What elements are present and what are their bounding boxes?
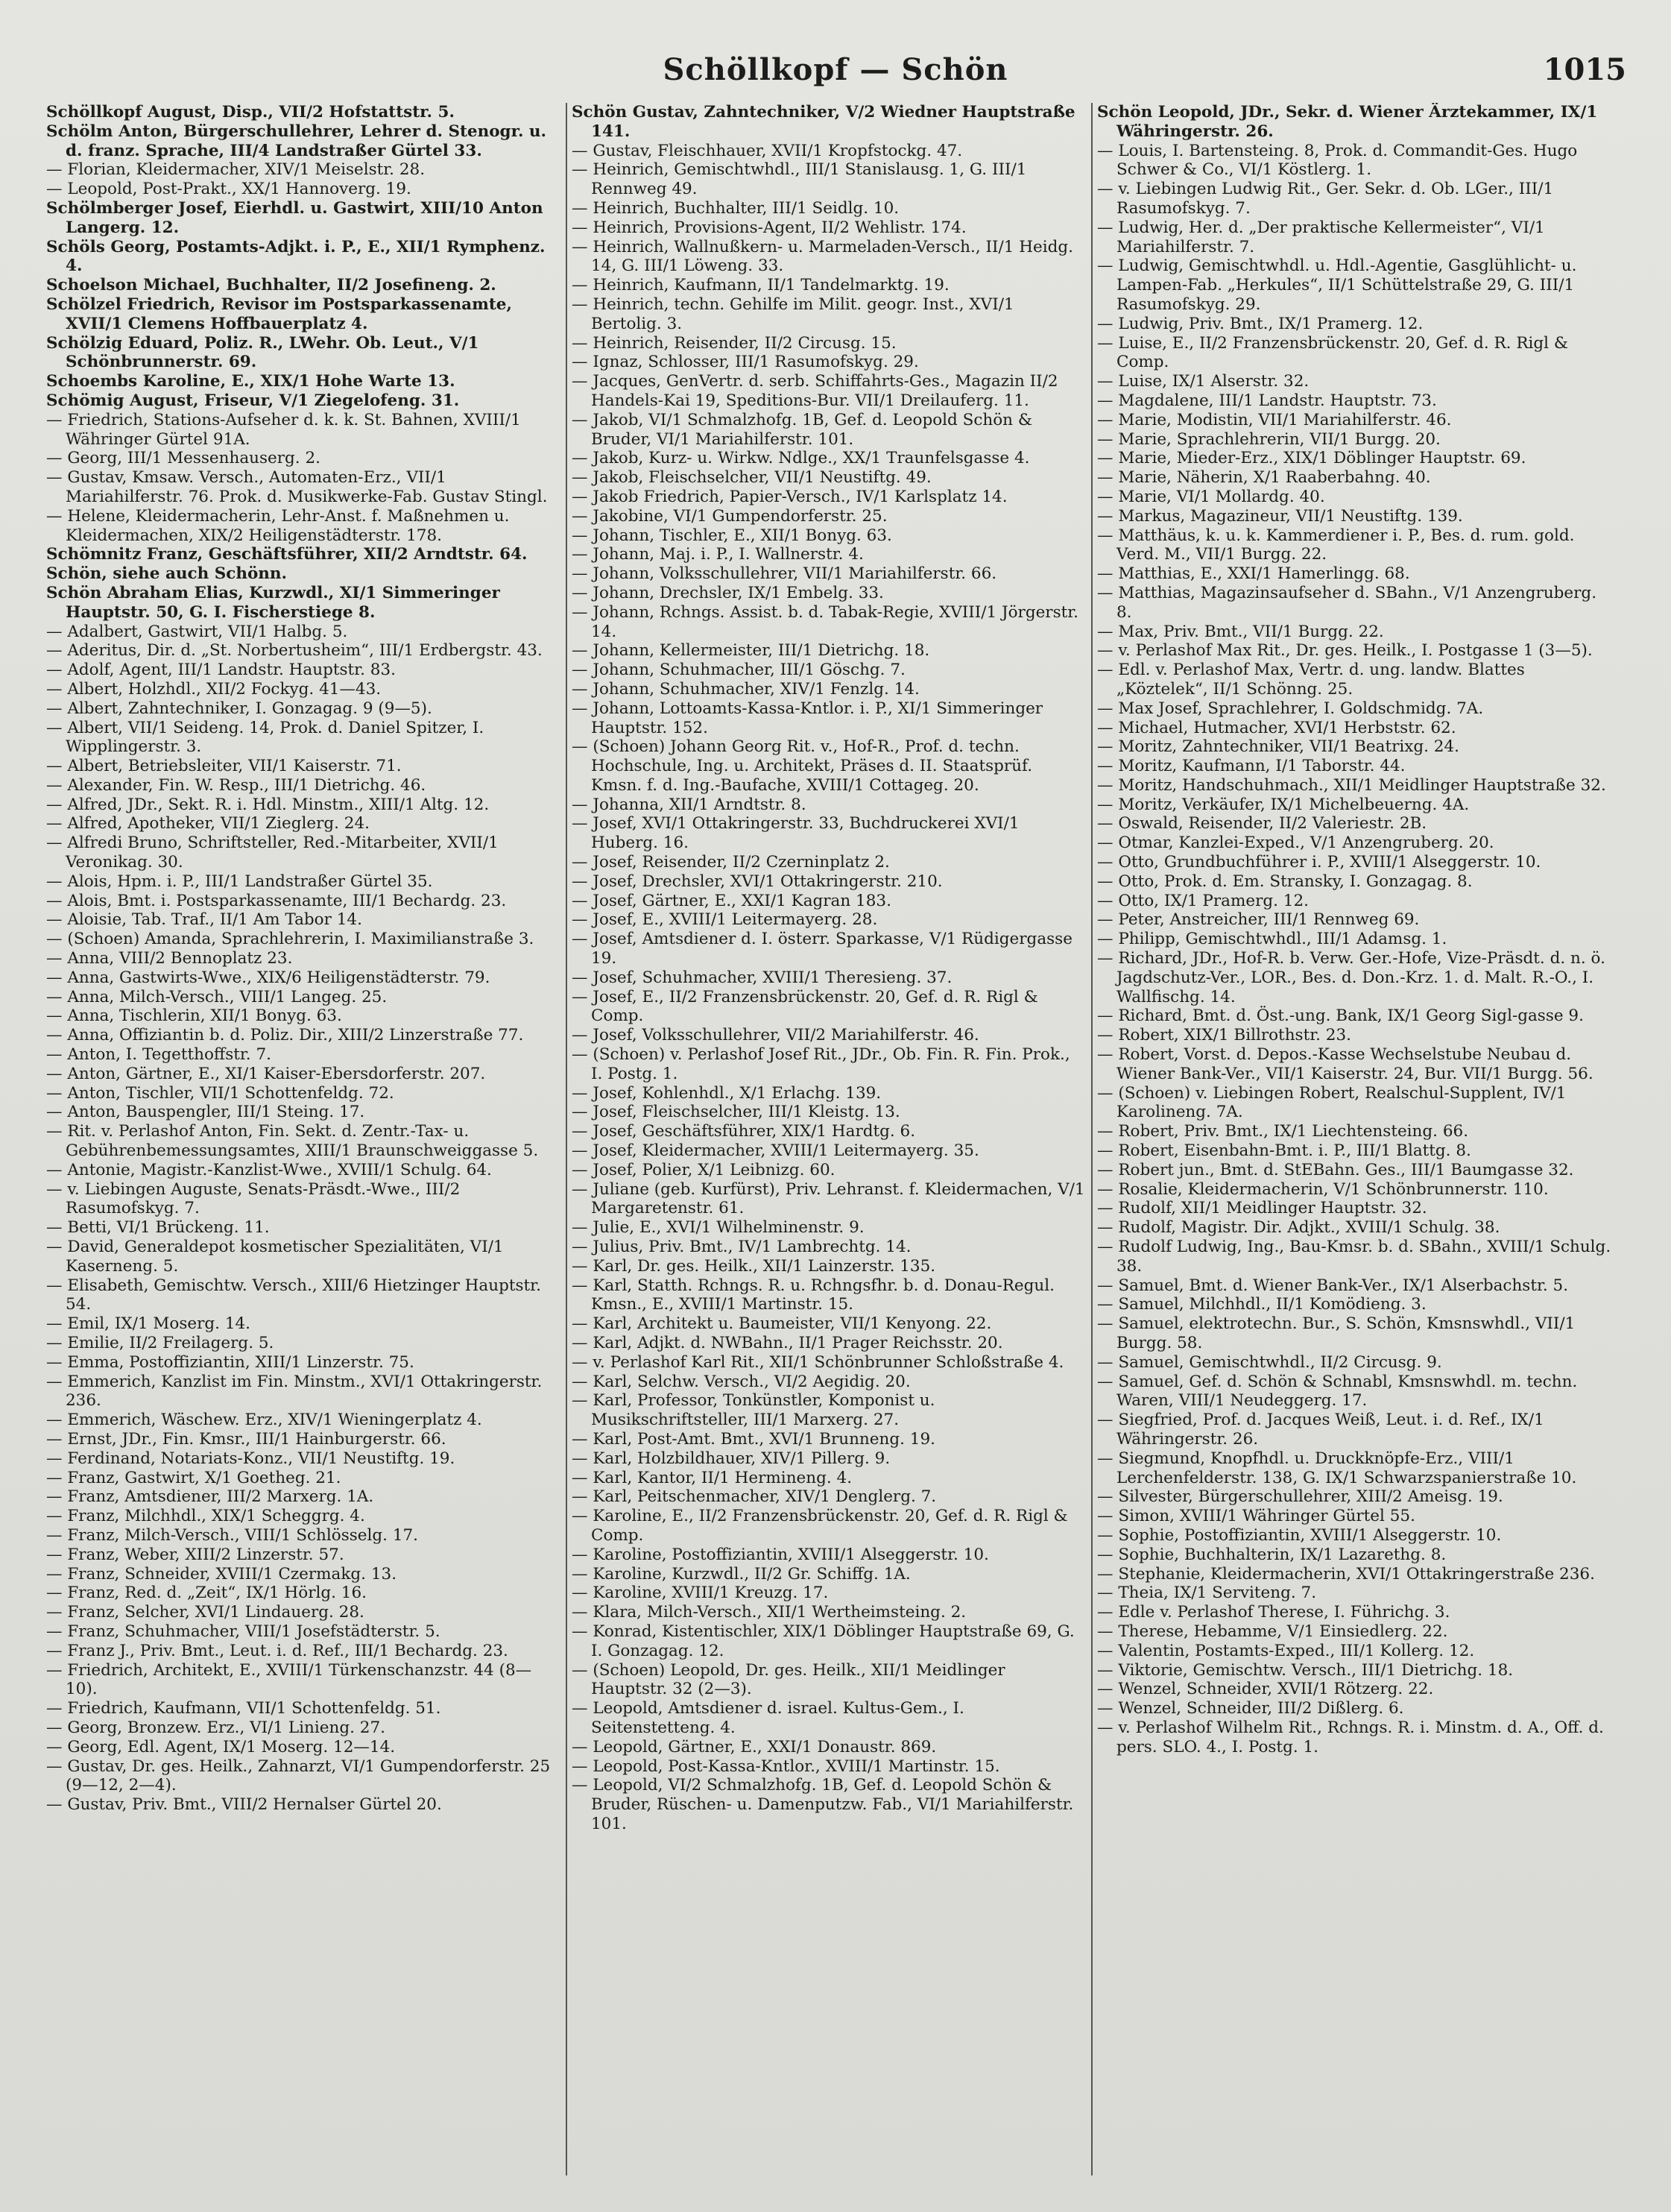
directory-entry: — Ignaz, Schlosser, III/1 Rasumofskyg. 29. bbox=[572, 353, 919, 372]
directory-entry: — Edl. v. Perlashof Max, Vertr. d. ung. landw. Blattes „Köztelek“, II/1 Schönng. 25. bbox=[1097, 661, 1525, 699]
directory-entry: — Heinrich, Provisions-Agent, II/2 Wehlistr. 174. bbox=[572, 218, 967, 237]
directory-entry: — Franz, Gastwirt, X/1 Goetheg. 21. bbox=[46, 1468, 341, 1487]
directory-entry: — Siegfried, Prof. d. Jacques Weiß, Leut. i. d. Ref., IX/1 Währingerstr. 26. bbox=[1097, 1411, 1544, 1449]
directory-entry: — Moritz, Zahntechniker, VII/1 Beatrixg. 24. bbox=[1097, 737, 1459, 757]
directory-entry: Schölm Anton, Bürgerschullehrer, Lehrer d. Stenogr. u. d. franz. Sprache, III/4 Landstraßer Gürtel 33. bbox=[46, 122, 547, 160]
directory-entry: — Heinrich, Reisender, II/2 Circusg. 15. bbox=[572, 333, 897, 353]
directory-entry: — Helene, Kleidermacherin, Lehr-Anst. f. Maßnehmen u. Kleidermachen, XIX/2 Heiligenstädterstr. 178. bbox=[46, 506, 510, 545]
directory-entry: — Aderitus, Dir. d. „St. Norbertusheim“, III/1 Erdbergstr. 43. bbox=[46, 641, 543, 661]
directory-entry: — Luise, IX/1 Alserstr. 32. bbox=[1097, 372, 1310, 391]
directory-entry: — Samuel, Gef. d. Schön & Schnabl, Kmsnswhdl. m. techn. Waren, VIII/1 Neudeggerg. 17. bbox=[1097, 1372, 1578, 1411]
directory-entry: — Anna, VIII/2 Bennoplatz 23. bbox=[46, 949, 293, 968]
directory-entry: — Sophie, Postoffiziantin, XVIII/1 Alseggerstr. 10. bbox=[1097, 1525, 1502, 1545]
directory-entry: — Robert, Priv. Bmt., IX/1 Liechtensteing. 66. bbox=[1097, 1122, 1469, 1141]
directory-entry: — Josef, Polier, X/1 Leibnizg. 60. bbox=[572, 1160, 836, 1179]
column-1 bbox=[46, 103, 560, 2183]
directory-entry: — Leopold, Amtsdiener d. israel. Kultus-Gem., I. Seitenstetteng. 4. bbox=[572, 1699, 964, 1737]
directory-entry: — Alfred, Apotheker, VII/1 Zieglerg. 24. bbox=[46, 814, 370, 834]
directory-entry: — Marie, VI/1 Mollardg. 40. bbox=[1097, 487, 1325, 506]
directory-entry: — Jacques, GenVertr. d. serb. Schiffahrts-Ges., Magazin II/2 Handels-Kai 19, Speditions-Bur. VII/1 Dreilauferg. 11. bbox=[572, 372, 1058, 410]
directory-entry: — Julie, E., XVI/1 Wilhelminenstr. 9. bbox=[572, 1218, 865, 1238]
directory-entry: — Richard, JDr., Hof-R. b. Verw. Ger.-Hofe, Vize-Präsdt. d. n. ö. Jagdschutz-Ver., LOR., Bes. d. Don.-Krz. 1. d. Malt. R.-O., I. Wallfischg. 14. bbox=[1097, 949, 1605, 1006]
directory-entry: — Oswald, Reisender, II/2 Valeriestr. 2B. bbox=[1097, 814, 1427, 834]
directory-entry: — (Schoen) Leopold, Dr. ges. Heilk., XII/1 Meidlinger Hauptstr. 32 (2—3). bbox=[572, 1660, 1005, 1699]
directory-entry: — Gustav, Fleischhauer, XVII/1 Kropfstockg. 47. bbox=[572, 141, 963, 160]
directory-entry: — Otto, Grundbuchführer i. P., XVIII/1 Alseggerstr. 10. bbox=[1097, 853, 1541, 872]
directory-entry: — Antonie, Magistr.-Kanzlist-Wwe., XVIII/1 Schulg. 64. bbox=[46, 1160, 492, 1179]
directory-entry: — Emil, IX/1 Moserg. 14. bbox=[46, 1314, 251, 1334]
directory-entry: — Jakob, Kurz- u. Wirkw. Ndlge., XX/1 Traunfelsgasse 4. bbox=[572, 449, 1030, 468]
directory-entry: — Alfredi Bruno, Schriftsteller, Red.-Mitarbeiter, XVII/1 Veronikag. 30. bbox=[46, 834, 499, 872]
directory-entry: — Magdalene, III/1 Landstr. Hauptstr. 73. bbox=[1097, 391, 1437, 410]
directory-entry: — Josef, Fleischselcher, III/1 Kleistg. 13. bbox=[572, 1103, 900, 1122]
directory-entry: — Alois, Bmt. i. Postsparkassenamte, III/1 Bechardg. 23. bbox=[46, 891, 507, 910]
directory-entry: — Matthias, Magazinsaufseher d. SBahn., V/1 Anzengruberg. 8. bbox=[1097, 583, 1597, 622]
directory-entry: — Albert, Betriebsleiter, VII/1 Kaiserstr. 71. bbox=[46, 757, 402, 776]
column-3 bbox=[1097, 103, 1611, 2183]
directory-entry: — Friedrich, Architekt, E., XVIII/1 Türkenschanzstr. 44 (8—10). bbox=[46, 1660, 532, 1699]
directory-entry: — Rudolf, XII/1 Meidlinger Hauptstr. 32. bbox=[1097, 1199, 1427, 1218]
directory-entry: — Therese, Hebamme, V/1 Einsiedlerg. 22. bbox=[1097, 1622, 1448, 1641]
directory-entry: — Heinrich, Wallnußkern- u. Marmeladen-Versch., II/1 Heidg. 14, G. III/1 Löweng. 33. bbox=[572, 237, 1073, 276]
directory-entry: — Heinrich, Gemischtwhdl., III/1 Stanislausg. 1, G. III/1 Rennweg 49. bbox=[572, 160, 1027, 199]
directory-entry: — Johann, Schuhmacher, III/1 Göschg. 7. bbox=[572, 661, 906, 680]
directory-entry: — Johann, Maj. i. P., I. Wallnerstr. 4. bbox=[572, 545, 864, 564]
directory-entry: — Jakob, VI/1 Schmalzhofg. 1B, Gef. d. Leopold Schön & Bruder, VI/1 Mariahilferstr. 101. bbox=[572, 410, 1032, 449]
directory-entry: — Louis, I. Bartensteing. 8, Prok. d. Commandit-Ges. Hugo Schwer & Co., VI/1 Köstlerg. 1. bbox=[1097, 141, 1578, 180]
directory-entry: — Johanna, XII/1 Arndtstr. 8. bbox=[572, 795, 806, 814]
directory-entry: — Albert, Holzhdl., XII/2 Fockyg. 41—43. bbox=[46, 679, 382, 699]
directory-entry: Schön, siehe auch Schönn. bbox=[46, 564, 288, 584]
directory-entry: — Samuel, elektrotechn. Bur., S. Schön, Kmsnswhdl., VII/1 Burgg. 58. bbox=[1097, 1314, 1576, 1352]
directory-entry: — Samuel, Milchhdl., II/1 Komödieng. 3. bbox=[1097, 1295, 1427, 1314]
directory-entry: — Karl, Kantor, II/1 Hermineng. 4. bbox=[572, 1468, 853, 1487]
directory-entry: — Franz, Amtsdiener, III/2 Marxerg. 1A. bbox=[46, 1487, 374, 1507]
directory-entry: — Moritz, Verkäufer, IX/1 Michelbeuerng. 4A. bbox=[1097, 795, 1470, 814]
directory-entry: — Franz, Milch-Versch., VIII/1 Schlösselg. 17. bbox=[46, 1525, 419, 1545]
directory-entry: — Robert jun., Bmt. d. StEBahn. Ges., III/1 Baumgasse 32. bbox=[1097, 1160, 1574, 1179]
directory-entry: — v. Perlashof Max Rit., Dr. ges. Heilk., I. Postgasse 1 (3—5). bbox=[1097, 641, 1593, 661]
directory-entry: — v. Perlashof Wilhelm Rit., Rchngs. R. i. Minstm. d. A., Off. d. pers. SLO. 4., I. Postg. 1. bbox=[1097, 1718, 1604, 1756]
directory-entry: — Stephanie, Kleidermacherin, XVI/1 Ottakringerstraße 236. bbox=[1097, 1564, 1595, 1584]
directory-entry: — Robert, XIX/1 Billrothstr. 23. bbox=[1097, 1026, 1351, 1045]
directory-entry: — Georg, Edl. Agent, IX/1 Moserg. 12—14. bbox=[46, 1737, 396, 1756]
directory-entry: Schoelson Michael, Buchhalter, II/2 Josefineng. 2. bbox=[46, 276, 496, 295]
directory-entry: — Wenzel, Schneider, XVII/1 Rötzerg. 22. bbox=[1097, 1680, 1434, 1699]
directory-entry: — Elisabeth, Gemischtw. Versch., XIII/6 Hietzinger Hauptstr. 54. bbox=[46, 1276, 541, 1314]
directory-entry: — Siegmund, Knopfhdl. u. Druckknöpfe-Erz., VIII/1 Lerchenfelderstr. 138, G. IX/1 Schwarzspanierstraße 10. bbox=[1097, 1449, 1577, 1487]
directory-entry: — Jakob Friedrich, Papier-Versch., IV/1 Karlsplatz 14. bbox=[572, 487, 1008, 506]
directory-entry: — Max Josef, Sprachlehrer, I. Goldschmidg. 7A. bbox=[1097, 699, 1484, 718]
directory-entry: — Philipp, Gemischtwhdl., III/1 Adamsg. 1. bbox=[1097, 930, 1447, 949]
directory-entry: — Anton, I. Tegetthoffstr. 7. bbox=[46, 1045, 271, 1065]
directory-entry: — Friedrich, Stations-Aufseher d. k. k. St. Bahnen, XVIII/1 Währinger Gürtel 91A. bbox=[46, 410, 521, 449]
directory-entry: — Juliane (geb. Kurfürst), Priv. Lehranst. f. Kleidermachen, V/1 Margaretenstr. 61. bbox=[572, 1179, 1085, 1218]
directory-entry: Schoembs Karoline, E., XIX/1 Hohe Warte 13. bbox=[46, 372, 455, 391]
directory-entry: — Max, Priv. Bmt., VII/1 Burgg. 22. bbox=[1097, 622, 1384, 641]
directory-entry: — Josef, Amtsdiener d. I. österr. Sparkasse, V/1 Rüdigergasse 19. bbox=[572, 930, 1073, 968]
directory-entry: — Jakobine, VI/1 Gumpendorferstr. 25. bbox=[572, 506, 888, 526]
directory-entry: — Emmerich, Kanzlist im Fin. Minstm., XVI/1 Ottakringerstr. 236. bbox=[46, 1372, 543, 1411]
page-header bbox=[0, 52, 1671, 97]
directory-entry: — (Schoen) v. Perlashof Josef Rit., JDr., Ob. Fin. R. Fin. Prok., I. Postg. 1. bbox=[572, 1045, 1070, 1083]
directory-entry: — Sophie, Buchhalterin, IX/1 Lazarethg. 8. bbox=[1097, 1545, 1447, 1564]
directory-entry: — Valentin, Postamts-Exped., III/1 Kollerg. 12. bbox=[1097, 1641, 1475, 1660]
running-title: Schöllkopf — Schön bbox=[663, 52, 1008, 87]
directory-entry: — Luise, E., II/2 Franzensbrückenstr. 20, Gef. d. R. Rigl & Comp. bbox=[1097, 333, 1569, 372]
directory-entry: — Michael, Hutmacher, XVI/1 Herbststr. 62. bbox=[1097, 718, 1456, 737]
directory-entry: — Karl, Peitschenmacher, XIV/1 Denglerg. 7. bbox=[572, 1487, 937, 1507]
directory-entry: — Friedrich, Kaufmann, VII/1 Schottenfeldg. 51. bbox=[46, 1699, 441, 1718]
directory-entry: — Rosalie, Kleidermacherin, V/1 Schönbrunnerstr. 110. bbox=[1097, 1179, 1549, 1199]
directory-entry: — Rudolf, Magistr. Dir. Adjkt., XVIII/1 Schulg. 38. bbox=[1097, 1218, 1500, 1238]
directory-entry: — v. Liebingen Ludwig Rit., Ger. Sekr. d. Ob. LGer., III/1 Rasumofskyg. 7. bbox=[1097, 180, 1554, 218]
directory-entry: — Leopold, Gärtner, E., XXI/1 Donaustr. 869. bbox=[572, 1737, 937, 1756]
directory-entry: Schölzel Friedrich, Revisor im Postsparkassenamte, XVII/1 Clemens Hoffbauerplatz 4. bbox=[46, 294, 512, 333]
directory-entry: — Richard, Bmt. d. Öst.-ung. Bank, IX/1 Georg Sigl-gasse 9. bbox=[1097, 1006, 1584, 1026]
directory-entry: — Georg, III/1 Messenhauserg. 2. bbox=[46, 449, 320, 468]
directory-entry: — v. Liebingen Auguste, Senats-Präsdt.-Wwe., III/2 Rasumofskyg. 7. bbox=[46, 1179, 461, 1218]
directory-entry: — Johann, Kellermeister, III/1 Dietrichg. 18. bbox=[572, 641, 930, 661]
directory-entry: — Rit. v. Perlashof Anton, Fin. Sekt. d. Zentr.-Tax- u. Gebührenbemessungsamtes, XIII/1 Braunschweiggasse 5. bbox=[46, 1122, 539, 1161]
directory-entry: Schölzig Eduard, Poliz. R., LWehr. Ob. Leut., V/1 Schönbrunnerstr. 69. bbox=[46, 333, 479, 372]
directory-entry: — Josef, E., XVIII/1 Leitermayerg. 28. bbox=[572, 910, 878, 930]
directory-entry: — Karl, Selchw. Versch., VI/2 Aegidig. 20. bbox=[572, 1372, 911, 1391]
directory-entry: — v. Perlashof Karl Rit., XII/1 Schönbrunner Schloßstraße 4. bbox=[572, 1352, 1064, 1372]
directory-entry: — Robert, Vorst. d. Depos.-Kasse Wechselstube Neubau d. Wiener Bank-Ver., VII/1 Kaiserstr. 24, Bur. VII/1 Burgg. 56. bbox=[1097, 1045, 1593, 1083]
directory-entry: — Alois, Hpm. i. P., III/1 Landstraßer Gürtel 35. bbox=[46, 872, 433, 891]
directory-entry: — Leopold, Post-Prakt., XX/1 Hannoverg. 19. bbox=[46, 180, 411, 199]
directory-entry: — Franz, Red. d. „Zeit“, IX/1 Hörlg. 16. bbox=[46, 1584, 367, 1603]
directory-entry: — Heinrich, techn. Gehilfe im Milit. geogr. Inst., XVI/1 Bertolig. 3. bbox=[572, 294, 1014, 333]
directory-entry: — Ludwig, Gemischtwhdl. u. Hdl.-Agentie, Gasglühlicht- u. Lampen-Fab. „Herkules“, II/1 Schüttelstraße 29, G. III/1 Rasumofskyg. 29. bbox=[1097, 256, 1577, 314]
directory-entry: — Samuel, Bmt. d. Wiener Bank-Ver., IX/1 Alserbachstr. 5. bbox=[1097, 1276, 1569, 1295]
directory-entry: — Markus, Magazineur, VII/1 Neustiftg. 139. bbox=[1097, 506, 1463, 526]
directory-entry: — Marie, Sprachlehrerin, VII/1 Burgg. 20. bbox=[1097, 429, 1441, 449]
directory-entry: — Karl, Holzbildhauer, XIV/1 Pillerg. 9. bbox=[572, 1449, 891, 1468]
directory-entry: — Karoline, Postoffiziantin, XVIII/1 Alseggerstr. 10. bbox=[572, 1545, 989, 1564]
directory-entry: — Karoline, E., II/2 Franzensbrückenstr. 20, Gef. d. R. Rigl & Comp. bbox=[572, 1507, 1068, 1545]
directory-entry: — Robert, Eisenbahn-Bmt. i. P., III/1 Blattg. 8. bbox=[1097, 1141, 1471, 1161]
directory-entry: Schön Gustav, Zahntechniker, V/2 Wiedner Hauptstraße 141. bbox=[572, 103, 1075, 141]
directory-entry: — Karl, Professor, Tonkünstler, Komponist u. Musikschriftsteller, III/1 Marxerg. 27. bbox=[572, 1391, 935, 1430]
directory-entry: — Josef, E., II/2 Franzensbrückenstr. 20, Gef. d. R. Rigl & Comp. bbox=[572, 987, 1038, 1026]
directory-entry: Schöls Georg, Postamts-Adjkt. i. P., E., XII/1 Rymphenz. 4. bbox=[46, 237, 546, 276]
directory-entry: — Josef, Kleidermacher, XVIII/1 Leitermayerg. 35. bbox=[572, 1141, 979, 1161]
directory-entry: — Peter, Anstreicher, III/1 Rennweg 69. bbox=[1097, 910, 1420, 930]
directory-entry: — Gustav, Kmsaw. Versch., Automaten-Erz., VII/1 Mariahilferstr. 76. Prok. d. Musikwerke-Fab. Gustav Stingl. bbox=[46, 468, 548, 506]
directory-entry: — Josef, XVI/1 Ottakringerstr. 33, Buchdruckerei XVI/1 Huberg. 16. bbox=[572, 814, 1020, 853]
directory-entry: — Karl, Adjkt. d. NWBahn., II/1 Prager Reichsstr. 20. bbox=[572, 1334, 1003, 1352]
directory-entry: — Edle v. Perlashof Therese, I. Führichg. 3. bbox=[1097, 1603, 1450, 1622]
directory-entry: — Josef, Gärtner, E., XXI/1 Kagran 183. bbox=[572, 891, 891, 910]
directory-entry: — Florian, Kleidermacher, XIV/1 Meiselstr. 28. bbox=[46, 160, 426, 180]
directory-entry: — Johann, Schuhmacher, XIV/1 Fenzlg. 14. bbox=[572, 679, 920, 699]
directory-entry: — Klara, Milch-Versch., XII/1 Wertheimsteing. 2. bbox=[572, 1603, 967, 1622]
directory-entry: — Theia, IX/1 Serviteng. 7. bbox=[1097, 1584, 1317, 1603]
directory-entry: — Johann, Volksschullehrer, VII/1 Mariahilferstr. 66. bbox=[572, 564, 997, 584]
directory-entry: — Karl, Dr. ges. Heilk., XII/1 Lainzerstr. 135. bbox=[572, 1256, 936, 1276]
directory-entry: — Karl, Statth. Rchngs. R. u. Rchngsfhr. b. d. Donau-Regul. Kmsn., E., XVIII/1 Martinstr. 15. bbox=[572, 1276, 1055, 1314]
directory-entry: — Johann, Lottoamts-Kassa-Kntlor. i. P., XI/1 Simmeringer Hauptstr. 152. bbox=[572, 699, 1043, 737]
directory-entry: — David, Generaldepot kosmetischer Spezialitäten, VI/1 Kaserneng. 5. bbox=[46, 1238, 504, 1276]
directory-entry: — Josef, Kohlenhdl., X/1 Erlachg. 139. bbox=[572, 1083, 882, 1103]
directory-entry: — Albert, VII/1 Seideng. 14, Prok. d. Daniel Spitzer, I. Wipplingerstr. 3. bbox=[46, 718, 484, 757]
directory-entry: — Josef, Drechsler, XVI/1 Ottakringerstr. 210. bbox=[572, 872, 943, 891]
directory-entry: — Marie, Mieder-Erz., XIX/1 Döblinger Hauptstr. 69. bbox=[1097, 449, 1526, 468]
directory-entry: — Leopold, Post-Kassa-Kntlor., XVIII/1 Martinstr. 15. bbox=[572, 1756, 1000, 1776]
directory-entry: — Viktorie, Gemischtw. Versch., III/1 Dietrichg. 18. bbox=[1097, 1660, 1514, 1680]
directory-entry: — Franz, Schuhmacher, VIII/1 Josefstädterstr. 5. bbox=[46, 1622, 440, 1641]
directory-entry: — Otto, IX/1 Pramerg. 12. bbox=[1097, 891, 1309, 910]
directory-entry: — Josef, Geschäftsführer, XIX/1 Hardtg. 6. bbox=[572, 1122, 916, 1141]
directory-entry: — Karl, Post-Amt. Bmt., XVI/1 Brunneng. 19. bbox=[572, 1429, 935, 1449]
column-2 bbox=[572, 103, 1086, 2183]
column-divider bbox=[1091, 103, 1093, 2175]
directory-entry: — Anton, Gärtner, E., XI/1 Kaiser-Ebersdorferstr. 207. bbox=[46, 1064, 486, 1083]
directory-entry: — Marie, Näherin, X/1 Raaberbahng. 40. bbox=[1097, 468, 1431, 488]
directory-entry: — Gustav, Dr. ges. Heilk., Zahnarzt, VI/1 Gumpendorferstr. 25 (9—12, 2—4). bbox=[46, 1756, 551, 1795]
directory-entry: — Anton, Bauspengler, III/1 Steing. 17. bbox=[46, 1103, 365, 1122]
directory-entry: — Marie, Modistin, VII/1 Mariahilferstr. 46. bbox=[1097, 410, 1452, 429]
directory-entry: — Otmar, Kanzlei-Exped., V/1 Anzengruberg. 20. bbox=[1097, 834, 1494, 853]
directory-entry: — (Schoen) Johann Georg Rit. v., Hof-R., Prof. d. techn. Hochschule, Ing. u. Architekt, Präses d. II. Staatsprüf. Kmsn. f. d. Ing.-Baufache, XVIII/1 Cottageg. 20. bbox=[572, 737, 1033, 795]
directory-entry: — Anna, Tischlerin, XII/1 Bonyg. 63. bbox=[46, 1006, 342, 1026]
directory-entry: Schön Leopold, JDr., Sekr. d. Wiener Ärztekammer, IX/1 Währingerstr. 26. bbox=[1097, 103, 1598, 141]
directory-entry: — Heinrich, Buchhalter, III/1 Seidlg. 10. bbox=[572, 198, 900, 218]
directory-entry: — Alfred, JDr., Sekt. R. i. Hdl. Minstm., XIII/1 Altg. 12. bbox=[46, 795, 490, 814]
directory-entry: — Franz J., Priv. Bmt., Leut. i. d. Ref., III/1 Bechardg. 23. bbox=[46, 1641, 508, 1660]
directory-entry: — Aloisie, Tab. Traf., II/1 Am Tabor 14. bbox=[46, 910, 362, 930]
directory-entry: — Ludwig, Her. d. „Der praktische Kellermeister“, VI/1 Mariahilferstr. 7. bbox=[1097, 218, 1545, 256]
directory-columns bbox=[46, 103, 1641, 2183]
directory-entry: — Ferdinand, Notariats-Konz., VII/1 Neustiftg. 19. bbox=[46, 1449, 455, 1468]
directory-entry: — Leopold, VI/2 Schmalzhofg. 1B, Gef. d. Leopold Schön & Bruder, Rüschen- u. Damenputzw. Fab., VI/1 Mariahilferstr. 101. bbox=[572, 1776, 1074, 1833]
page-number: 1015 bbox=[1543, 52, 1626, 87]
directory-entry: — Franz, Weber, XIII/2 Linzerstr. 57. bbox=[46, 1545, 344, 1564]
directory-entry: — Emmerich, Wäschew. Erz., XIV/1 Wieningerplatz 4. bbox=[46, 1411, 482, 1430]
directory-entry: Schöllkopf August, Disp., VII/2 Hofstattstr. 5. bbox=[46, 103, 455, 122]
directory-entry: — Heinrich, Kaufmann, II/1 Tandelmarktg. 19. bbox=[572, 276, 950, 295]
directory-entry: — Karoline, XVIII/1 Kreuzg. 17. bbox=[572, 1584, 829, 1603]
directory-entry: — Adalbert, Gastwirt, VII/1 Halbg. 5. bbox=[46, 622, 348, 641]
directory-entry: — Josef, Schuhmacher, XVIII/1 Theresieng. 37. bbox=[572, 968, 953, 987]
directory-entry: — Otto, Prok. d. Em. Stransky, I. Gonzagag. 8. bbox=[1097, 872, 1473, 891]
directory-entry: — Matthias, E., XXI/1 Hamerlingg. 68. bbox=[1097, 564, 1410, 584]
directory-entry: — Franz, Selcher, XVI/1 Lindauerg. 28. bbox=[46, 1603, 364, 1622]
directory-entry: Schölmberger Josef, Eierhdl. u. Gastwirt, XIII/10 Anton Langerg. 12. bbox=[46, 198, 543, 237]
directory-entry: — Anna, Milch-Versch., VIII/1 Langeg. 25. bbox=[46, 987, 388, 1006]
directory-entry: Schömnitz Franz, Geschäftsführer, XII/2 Arndtstr. 64. bbox=[46, 545, 528, 564]
directory-entry: — Simon, XVIII/1 Währinger Gürtel 55. bbox=[1097, 1507, 1415, 1526]
directory-entry: — Johann, Tischler, E., XII/1 Bonyg. 63. bbox=[572, 526, 892, 545]
directory-entry: — Josef, Reisender, II/2 Czerninplatz 2. bbox=[572, 853, 890, 872]
directory-entry: — Anton, Tischler, VII/1 Schottenfeldg. 72. bbox=[46, 1083, 394, 1103]
directory-entry: — Moritz, Handschuhmach., XII/1 Meidlinger Hauptstraße 32. bbox=[1097, 775, 1606, 795]
directory-entry: — (Schoen) v. Liebingen Robert, Realschul-Supplent, IV/1 Karolineng. 7A. bbox=[1097, 1083, 1567, 1122]
directory-entry: — Jakob, Fleischselcher, VII/1 Neustiftg. 49. bbox=[572, 468, 932, 488]
directory-entry: — Konrad, Kistentischler, XIX/1 Döblinger Hauptstraße 69, G. I. Gonzagag. 12. bbox=[572, 1622, 1075, 1660]
directory-entry: — Moritz, Kaufmann, I/1 Taborstr. 44. bbox=[1097, 757, 1406, 776]
directory-entry: — Franz, Schneider, XVIII/1 Czermakg. 13. bbox=[46, 1564, 397, 1584]
directory-entry: — Emilie, II/2 Freilagerg. 5. bbox=[46, 1334, 274, 1352]
directory-entry: — Adolf, Agent, III/1 Landstr. Hauptstr. 83. bbox=[46, 661, 396, 680]
directory-entry: — Ludwig, Priv. Bmt., IX/1 Pramerg. 12. bbox=[1097, 314, 1424, 333]
directory-entry: — Wenzel, Schneider, III/2 Dißlerg. 6. bbox=[1097, 1699, 1404, 1718]
directory-entry: — Gustav, Priv. Bmt., VIII/2 Hernalser Gürtel 20. bbox=[46, 1795, 442, 1815]
directory-entry: — Karoline, Kurzwdl., II/2 Gr. Schiffg. 1A. bbox=[572, 1564, 911, 1584]
directory-entry: — Emma, Postoffiziantin, XIII/1 Linzerstr. 75. bbox=[46, 1352, 414, 1372]
directory-entry: — Albert, Zahntechniker, I. Gonzagag. 9 (9—5). bbox=[46, 699, 432, 718]
directory-entry: — Samuel, Gemischtwhdl., II/2 Circusg. 9. bbox=[1097, 1352, 1442, 1372]
directory-entry: — Johann, Rchngs. Assist. b. d. Tabak-Regie, XVIII/1 Jörgerstr. 14. bbox=[572, 602, 1079, 641]
directory-entry: Schön Abraham Elias, Kurzwdl., XI/1 Simmeringer Hauptstr. 50, G. I. Fischerstiege 8. bbox=[46, 583, 500, 622]
directory-entry: — Ernst, JDr., Fin. Kmsr., III/1 Hainburgerstr. 66. bbox=[46, 1429, 446, 1449]
directory-entry: — Julius, Priv. Bmt., IV/1 Lambrechtg. 14. bbox=[572, 1238, 912, 1257]
directory-entry: — Anna, Gastwirts-Wwe., XIX/6 Heiligenstädterstr. 79. bbox=[46, 968, 490, 987]
directory-entry: — Rudolf Ludwig, Ing., Bau-Kmsr. b. d. SBahn., XVIII/1 Schulg. 38. bbox=[1097, 1238, 1611, 1276]
directory-entry: — Johann, Drechsler, IX/1 Embelg. 33. bbox=[572, 583, 884, 602]
directory-entry: — Karl, Architekt u. Baumeister, VII/1 Kenyong. 22. bbox=[572, 1314, 992, 1334]
directory-entry: — Anna, Offiziantin b. d. Poliz. Dir., XIII/2 Linzerstraße 77. bbox=[46, 1026, 524, 1045]
directory-entry: — Alexander, Fin. W. Resp., III/1 Dietrichg. 46. bbox=[46, 775, 426, 795]
directory-entry: — Josef, Volksschullehrer, VII/2 Mariahilferstr. 46. bbox=[572, 1026, 979, 1045]
directory-entry: — Betti, VI/1 Brückeng. 11. bbox=[46, 1218, 270, 1238]
directory-entry: — Franz, Milchhdl., XIX/1 Scheggrg. 4. bbox=[46, 1507, 365, 1526]
directory-entry: — Georg, Bronzew. Erz., VI/1 Linieng. 27. bbox=[46, 1718, 385, 1737]
directory-entry: — Matthäus, k. u. k. Kammerdiener i. P., Bes. d. rum. gold. Verd. M., VII/1 Burgg. 22. bbox=[1097, 526, 1575, 564]
column-divider bbox=[566, 103, 567, 2175]
directory-entry: — (Schoen) Amanda, Sprachlehrerin, I. Maximilianstraße 3. bbox=[46, 930, 534, 949]
directory-entry: Schömig August, Friseur, V/1 Ziegelofeng. 31. bbox=[46, 391, 460, 410]
directory-entry: — Silvester, Bürgerschullehrer, XIII/2 Ameisg. 19. bbox=[1097, 1487, 1503, 1507]
